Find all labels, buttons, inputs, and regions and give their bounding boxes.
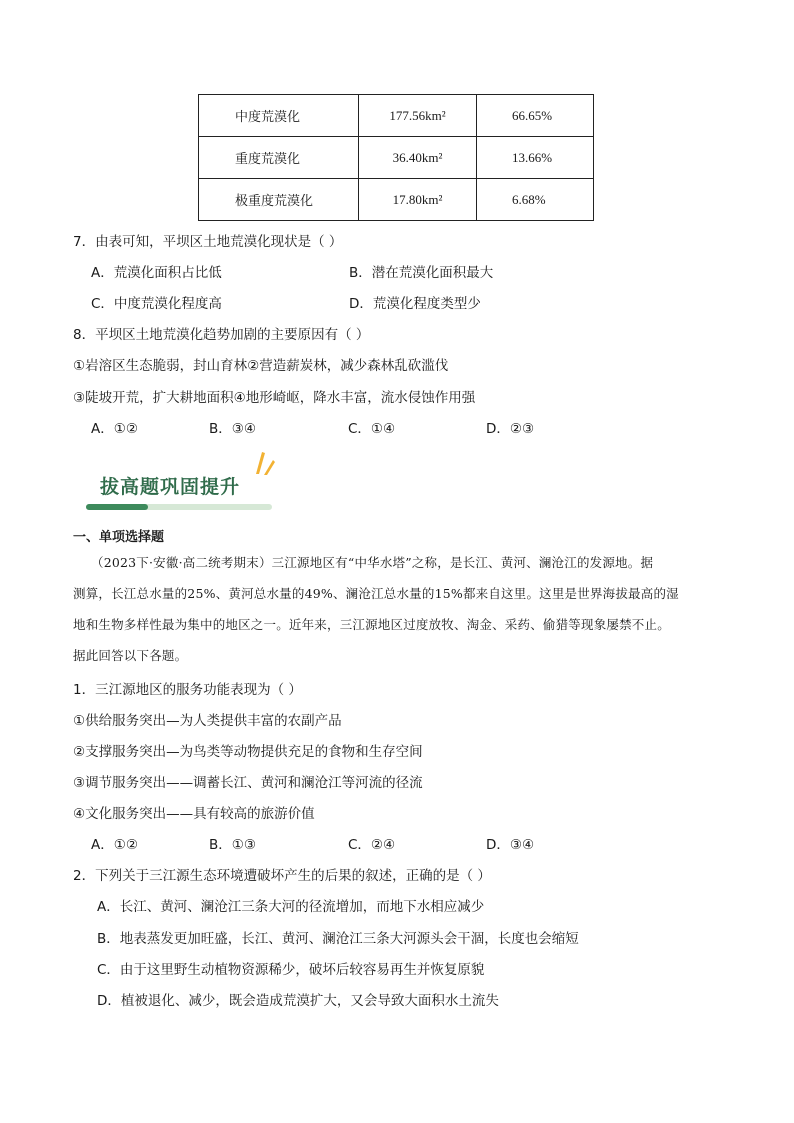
- q2-option-d: D．植被退化、减少，既会造成荒漠扩大，又会导致大面积水土流失: [97, 993, 499, 1009]
- banner-underline-accent: [86, 504, 148, 510]
- passage-line: 地和生物多样性最为集中的地区之一。近年来，三江源地区过度放牧、淘金、采药、偷猎等现象屡禁不止。: [73, 617, 670, 632]
- q8-option-b: B．③④: [209, 421, 256, 437]
- table-cell-area: 36.40km²: [359, 137, 477, 179]
- table-row: [199, 179, 594, 221]
- passage-line: 据此回答以下各题。: [73, 648, 188, 663]
- q1-statement: ①供给服务突出—为人类提供丰富的农副产品: [73, 713, 342, 729]
- q8-statement-line-2: ③陡坡开荒，扩大耕地面积④地形崎岖，降水丰富，流水侵蚀作用强: [73, 390, 476, 406]
- question-2-stem: 2．下列关于三江源生态环境遭破坏产生的后果的叙述，正确的是（ ）: [73, 868, 491, 884]
- q8-option-c: C．①④: [348, 421, 396, 437]
- q2-option-c: C．由于这里野生动植物资源稀少，破坏后较容易再生并恢复原貌: [97, 962, 485, 978]
- section-heading: 一、单项选择题: [73, 530, 165, 545]
- q1-option-c: C．②④: [348, 837, 396, 853]
- table-row: [199, 95, 594, 137]
- q8-statement-line-1: ①岩溶区生态脆弱，封山育林②营造薪炭林，减少森林乱砍滥伐: [73, 358, 449, 374]
- q2-option-a: A．长江、黄河、澜沧江三条大河的径流增加，而地下水相应减少: [97, 899, 485, 915]
- question-8-stem: 8．平坝区土地荒漠化趋势加剧的主要原因有（ ）: [73, 327, 370, 343]
- table-cell-percent: 66.65%: [477, 95, 594, 137]
- table-cell-area: 177.56km²: [359, 95, 477, 137]
- sparkle-icon: [246, 448, 276, 476]
- q7-option-d: D．荒漠化程度类型少: [349, 296, 481, 312]
- q7-option-b: B．潜在荒漠化面积最大: [349, 265, 494, 281]
- table-cell-level: 重度荒漠化: [199, 137, 359, 179]
- q8-option-d: D．②③: [486, 421, 535, 437]
- q7-option-c: C．中度荒漠化程度高: [91, 296, 222, 312]
- question-7-stem: 7．由表可知，平坝区土地荒漠化现状是（ ）: [73, 234, 343, 250]
- table-row: [199, 137, 594, 179]
- q1-option-b: B．①③: [209, 837, 256, 853]
- q1-statement: ②支撑服务突出—为鸟类等动物提供充足的食物和生存空间: [73, 744, 423, 760]
- q7-option-a: A．荒漠化面积占比低: [91, 265, 222, 281]
- banner-title: 拔高题巩固提升: [100, 476, 241, 498]
- table-cell-percent: 6.68%: [477, 179, 594, 221]
- passage-line: 测算，长江总水量的25%、黄河总水量的49%、澜沧江总水量的15%都来自这里。这里是世界海拔最高的湿: [73, 586, 679, 601]
- table-cell-percent: 13.66%: [477, 137, 594, 179]
- q1-option-a: A．①②: [91, 837, 138, 853]
- passage-line: （2023下·安徽·高二统考期末）三江源地区有“中华水塔”之称，是长江、黄河、澜沧江的发源地。据: [91, 555, 654, 570]
- q1-statement: ④文化服务突出——具有较高的旅游价值: [73, 806, 315, 822]
- q1-statement: ③调节服务突出——调蓄长江、黄河和澜沧江等河流的径流: [73, 775, 423, 791]
- question-1-stem: 1．三江源地区的服务功能表现为（ ）: [73, 682, 302, 698]
- q8-option-a: A．①②: [91, 421, 138, 437]
- q1-option-d: D．③④: [486, 837, 535, 853]
- table-cell-level: 中度荒漠化: [199, 95, 359, 137]
- table-cell-level: 极重度荒漠化: [199, 179, 359, 221]
- section-banner: [86, 448, 276, 514]
- table-cell-area: 17.80km²: [359, 179, 477, 221]
- desertification-table: [198, 94, 594, 221]
- q2-option-b: B．地表蒸发更加旺盛，长江、黄河、澜沧江三条大河源头会干涸，长度也会缩短: [97, 931, 579, 947]
